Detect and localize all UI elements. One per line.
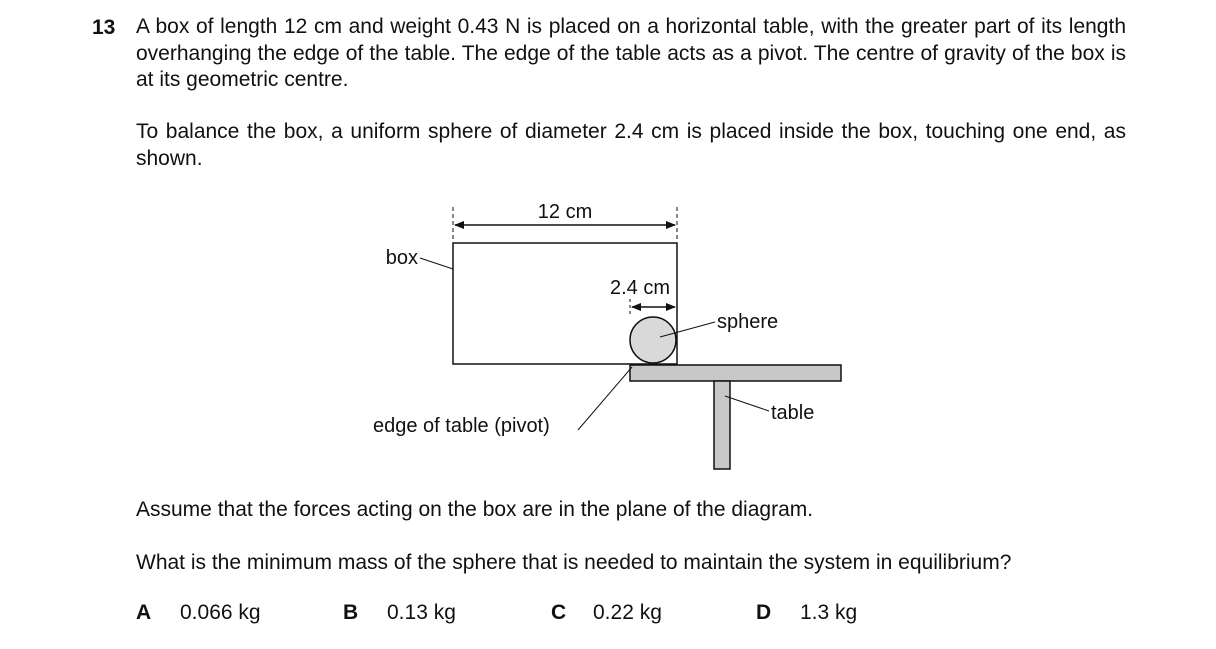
- option-d-value: 1.3 kg: [800, 601, 858, 624]
- option-b-value: 0.13 kg: [387, 601, 456, 624]
- box-label: box: [385, 247, 418, 269]
- table-leg: [714, 381, 730, 469]
- table-top: [630, 365, 841, 381]
- question-paragraph-2: To balance the box, a uniform sphere of diameter 2.4 cm is placed inside the box, touching one end, as shown.: [136, 120, 1126, 170]
- sphere-label: sphere: [717, 311, 779, 333]
- pivot-label: edge of table (pivot): [373, 415, 550, 437]
- box-balance-diagram: [360, 195, 860, 475]
- option-b-letter: B: [343, 601, 359, 624]
- option-a-value: 0.066 kg: [180, 601, 261, 624]
- question-number: 13: [92, 16, 116, 39]
- sphere: [630, 317, 676, 363]
- diameter-label: 2.4 cm: [609, 277, 671, 299]
- question-assumption: Assume that the forces acting on the box are in the plane of the diagram.: [136, 498, 814, 521]
- option-d-letter: D: [756, 601, 772, 624]
- length-label: 12 cm: [537, 201, 593, 223]
- question-prompt: What is the minimum mass of the sphere that is needed to maintain the system in equilibrium?: [136, 551, 1012, 574]
- table-leader-line: [725, 396, 769, 411]
- option-c-value: 0.22 kg: [593, 601, 662, 624]
- option-c-letter: C: [551, 601, 567, 624]
- option-a-letter: A: [136, 601, 152, 624]
- question-paragraph-1: A box of length 12 cm and weight 0.43 N is placed on a horizontal table, with the greater part of its length overhanging the edge of the table. The edge of the table acts as a pivot. The centre of gravity of the box is at its geometric centre.: [136, 15, 1126, 91]
- table-label: table: [771, 402, 815, 424]
- box-leader-line: [420, 258, 453, 269]
- pivot-leader-line: [578, 367, 632, 430]
